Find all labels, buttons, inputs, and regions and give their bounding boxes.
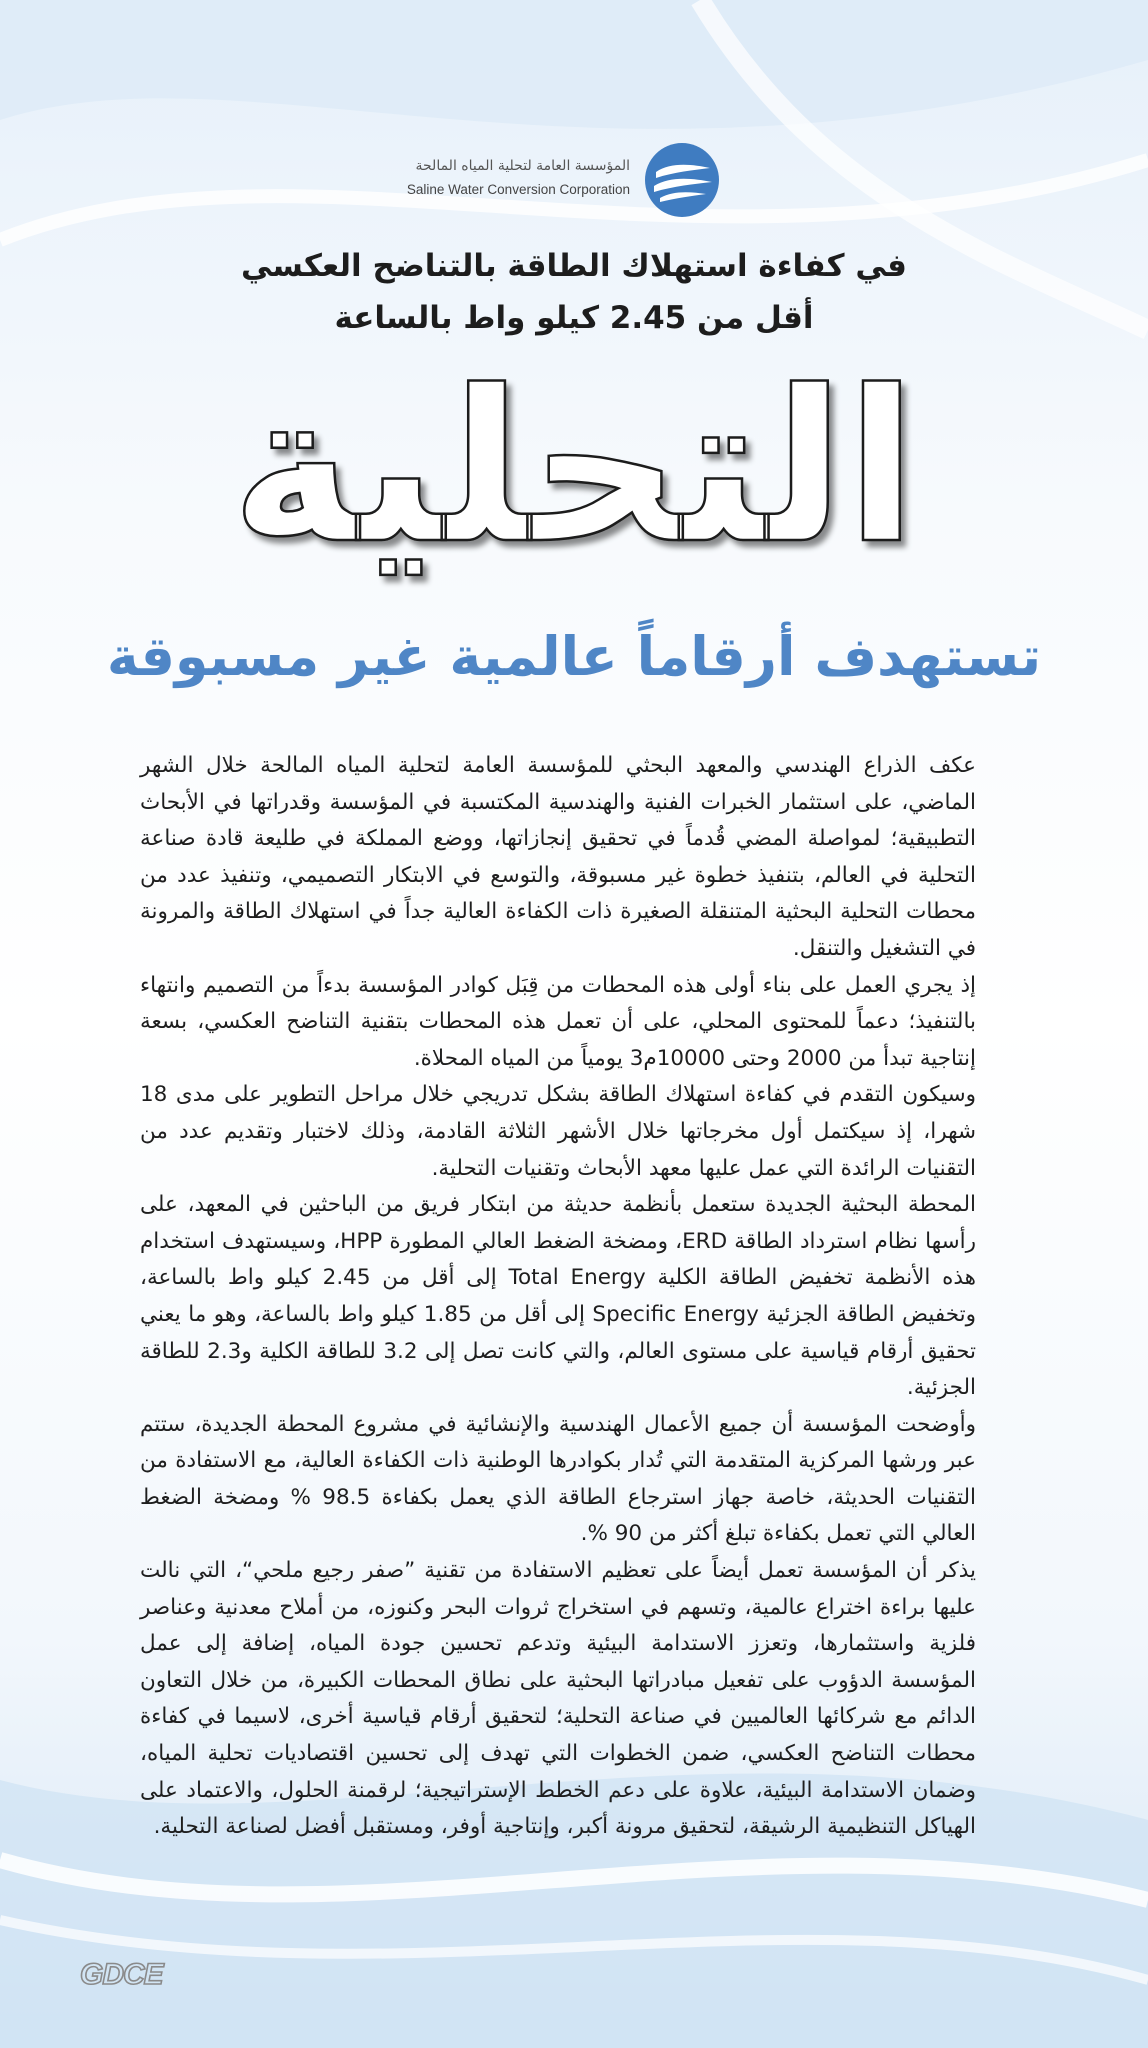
big-title-text: التحلية xyxy=(230,345,918,590)
paragraph: عكف الذراع الهندسي والمعهد البحثي للمؤسسة العامة لتحلية المياه المالحة خلال الشهر الماضي، على استثمار الخبرات الفنية والهندسية المكتسبة في المؤسسة وقدراتها في الأبحاث التطبيقية؛ لمواصلة المضي قُدماً في تحقيق إنجازاتها، ووضع المملكة في طليعة قادة صناعة التحلية في العالم، بتنفيذ خطوة غير مسبوقة، والتوسع في الابتكار التصميمي، وتنفيذ عدد من محطات التحلية البحثية المتنقلة الصغيرة ذات الكفاءة العالية جداً في استهلاك الطاقة والمرونة في التشغيل والتنقل. xyxy=(140,753,976,961)
headline-line-1: في كفاءة استهلاك الطاقة بالتناضح العكسي xyxy=(240,248,907,284)
big-title-word xyxy=(0,330,1148,610)
paragraph: إذ يجري العمل على بناء أولى هذه المحطات من قِبَل كوادر المؤسسة بدءاً من التصميم وانتهاء بالتنفيذ؛ دعماً للمحتوى المحلي، على أن تعمل هذه المحطات بتقنية التناضح العكسي، بسعة إنتاجية تبدأ من 2000 وحتى 10000م3 يومياً من المياه المحلاة. xyxy=(140,972,976,1071)
org-logo xyxy=(370,142,720,222)
paragraph: وأوضحت المؤسسة أن جميع الأعمال الهندسية والإنشائية في مشروع المحطة الجديدة، ستتم عبر ورشها المركزية المتقدمة التي تُدار بكوادرها الوطنية ذات الكفاءة العالية، مع الاستفادة من التقنيات الحديثة، خاصة جهاز استرجاع الطاقة الذي يعمل بكفاءة 98.5 % ومضخة الضغط العالي التي تعمل بكفاءة تبلغ أكثر من 90 %. xyxy=(140,1411,976,1547)
paragraph: يذكر أن المؤسسة تعمل أيضاً على تعظيم الاستفادة من تقنية ”صفر رجيع ملحي“، التي نالت عليها براءة اختراع عالمية، وتسهم في استخراج ثروات البحر وكنوزه، من أملاح معدنية وعناصر فلزية واستثمارها، وتعزز الاستدامة البيئية وتدعم تحسين جودة المياه، إضافة إلى عمل المؤسسة الدؤوب على تفعيل مبادراتها البحثية على نطاق المحطات الكبيرة، من خلال التعاون الدائم مع شركائها العالميين في صناعة التحلية؛ لتحقيق أرقام قياسية أخرى، لاسيما في كفاءة محطات التناضح العكسي، ضمن الخطوات التي تهدف إلى تحسين اقتصاديات تحلية المياه، وضمان الاستدامة البيئية، علاوة على دعم الخطط الإستراتيجية؛ لرقمنة الحلول، والاعتماد على الهياكل التنظيمية الرشيقة، لتحقيق مرونة أكبر، وإنتاجية أوفر، ومستقبل أفضل لصناعة التحلية. xyxy=(140,1558,976,1840)
org-name-english: Saline Water Conversion Corporation xyxy=(406,182,630,197)
gdce-logo-text: GDCE xyxy=(80,1958,163,1991)
article-body xyxy=(140,748,976,1846)
subtitle: تستهدف أرقاماً عالمية غير مسبوقة xyxy=(106,625,1042,688)
paragraph: المحطة البحثية الجديدة ستعمل بأنظمة حديثة من ابتكار فريق من الباحثين في المعهد، على رأسها نظام استرداد الطاقة ERD، ومضخة الضغط العالي المطورة HPP، وسيستهدف استخدام هذه الأنظمة تخفيض الطاقة الكلية Total Energy إلى أقل من 2.45 كيلو واط بالساعة، وتخفيض الطاقة الجزئية Specific Energy إلى أقل من 1.85 كيلو واط بالساعة، وهو ما يعني تحقيق أرقام قياسية على مستوى العالم، والتي كانت تصل إلى 3.2 للطاقة الكلية و2.3 للطاقة الجزئية. xyxy=(140,1192,977,1401)
gdce-logo xyxy=(80,1958,180,1991)
swcc-emblem-icon xyxy=(644,142,720,218)
paragraph: وسيكون التقدم في كفاءة استهلاك الطاقة بشكل تدريجي خلال مراحل التطوير على مدى 18 شهرا، إذ سيكتمل أول مخرجاتها خلال الأشهر الثلاثة القادمة، وذلك لاختبار وتقديم عدد من التقنيات الرائدة التي عمل عليها معهد الأبحاث وتقنيات التحلية. xyxy=(140,1082,976,1181)
org-name-arabic: المؤسسة العامة لتحلية المياه المالحة xyxy=(415,158,630,174)
headline-line-2: أقل من 2.45 كيلو واط بالساعة xyxy=(334,300,814,336)
